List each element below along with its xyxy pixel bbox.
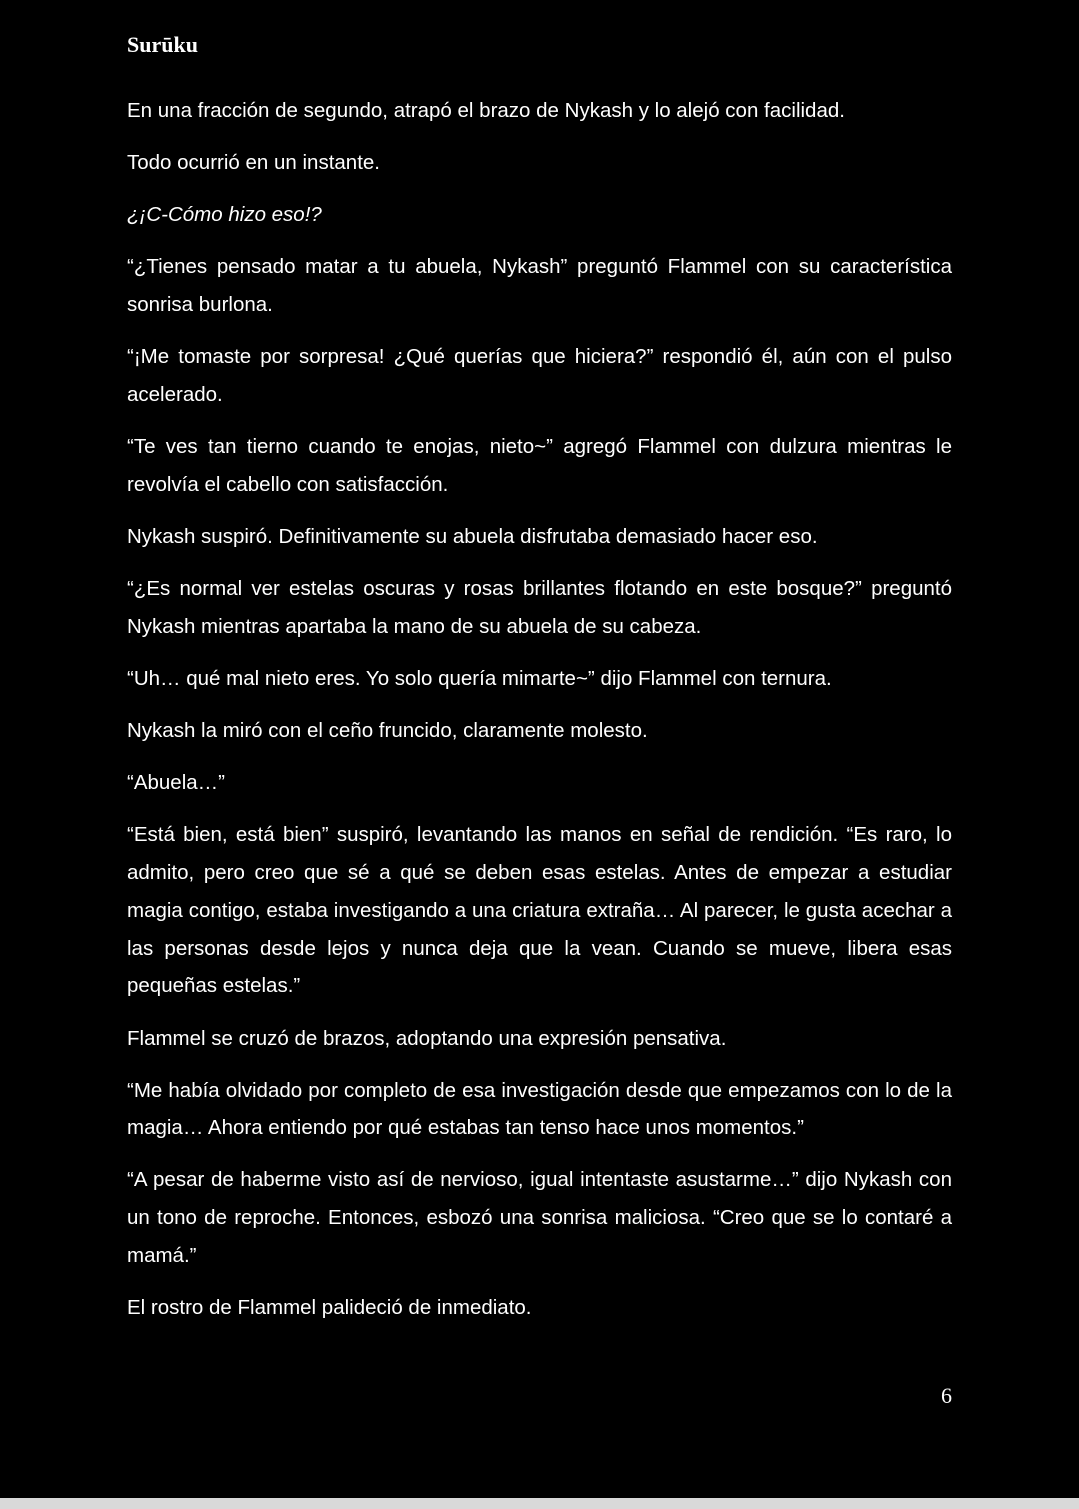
paragraph: “¿Tienes pensado matar a tu abuela, Nykash” preguntó Flammel con su característica sonrisa burlona. xyxy=(127,255,952,317)
paragraph: Nykash la miró con el ceño fruncido, claramente molesto. xyxy=(127,719,648,743)
paragraph: En una fracción de segundo, atrapó el brazo de Nykash y lo alejó con facilidad. xyxy=(127,99,845,122)
paragraph: “Uh… qué mal nieto eres. Yo solo quería mimarte~” dijo Flammel con ternura. xyxy=(127,666,832,690)
paragraph: Todo ocurrió en un instante. xyxy=(127,151,380,175)
paragraph: Nykash suspiró. Definitivamente su abuela disfrutaba demasiado hacer eso. xyxy=(127,524,818,548)
page-number: 6 xyxy=(941,1383,952,1408)
paragraph: “A pesar de haberme visto así de nervioso, igual intentaste asustarme…” dijo Nykash con un tono de reproche. Entonces, esbozó una sonrisa maliciosa. “Creo que se lo contaré a mamá.” xyxy=(127,1168,952,1268)
paragraph: “¡Me tomaste por sorpresa! ¿Qué querías que hiciera?” respondió él, aún con el pulso acelerado. xyxy=(127,345,952,406)
paragraph: “Abuela…” xyxy=(127,771,225,795)
paragraph: “Me había olvidado por completo de esa investigación desde que empezamos con lo de la magia… Ahora entiendo por qué estabas tan tenso hace unos momentos.” xyxy=(127,1078,952,1140)
page-body xyxy=(127,92,952,1341)
paragraph-italic-thought: ¿¡C-Cómo hizo eso!? xyxy=(127,203,322,227)
page-bottom-edge xyxy=(0,1498,1079,1509)
paragraph: “Te ves tan tierno cuando te enojas, nieto~” agregó Flammel con dulzura mientras le revolvía el cabello con satisfacción. xyxy=(127,435,952,496)
running-header-title: Surūku xyxy=(127,32,198,57)
paragraph: “Está bien, está bien” suspiró, levantando las manos en señal de rendición. “Es raro, lo admito, pero creo que sé a qué se deben esas estelas. Antes de empezar a estudiar magia contigo, estaba investigando a una criatura extraña… Al parecer, le gusta acechar a las personas desde lejos y nunca deja que la vean. Cuando se mueve, libera esas pequeñas estelas.” xyxy=(127,823,952,998)
paragraph: “¿Es normal ver estelas oscuras y rosas brillantes flotando en este bosque?” preguntó Nykash mientras apartaba la mano de su abuela de su cabeza. xyxy=(127,577,952,638)
paragraph: El rostro de Flammel palideció de inmediato. xyxy=(127,1296,532,1320)
paragraph: Flammel se cruzó de brazos, adoptando una expresión pensativa. xyxy=(127,1026,727,1050)
